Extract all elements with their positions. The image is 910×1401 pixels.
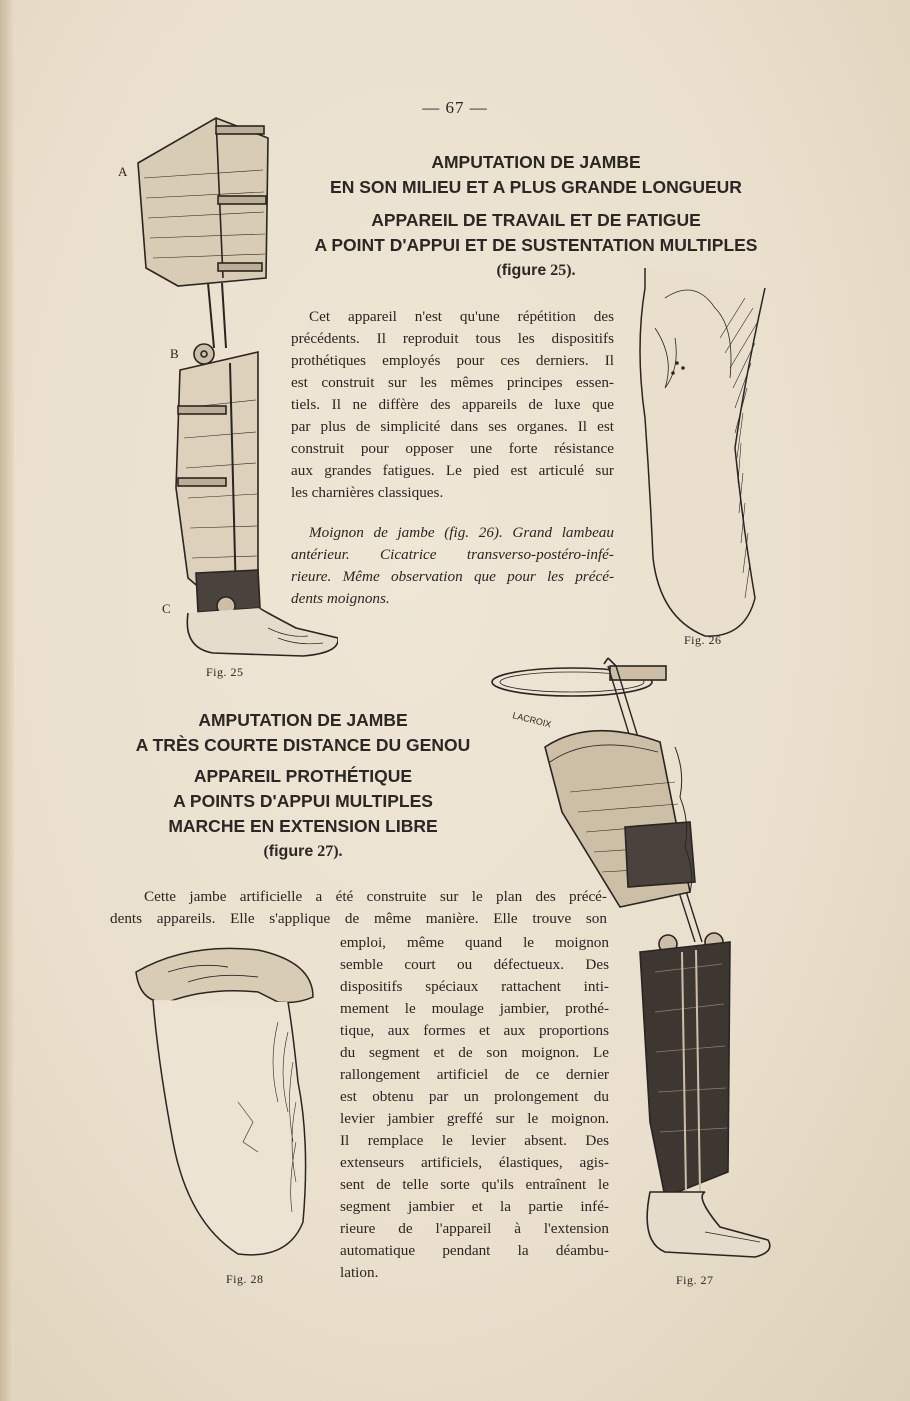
section2-subtitle-line-2: A POINTS D'APPUI MULTIPLES [173, 791, 433, 811]
section2-intro: Cette jambe artificielle a été construite sur le plan des précé- dents appareils. Elle s'applique de même manière. Elle trouve son [110, 888, 607, 927]
fig25-label-a: A [118, 164, 128, 179]
section2-column-text: emploi, même quand le moignon semble court ou défectueux. Des dispositifs spéciaux rattachent inti- mement le moulage jambier, prothé- tique, aux formes et aux proportions du segment et de son moignon. Le rallongement artificiel de ce dernier est obtenu par un prolongement du levier jambier greffé sur le moignon. Il remplace le levier absent. Des extenseurs artificiels, élastiques, agis- sent de telle sorte qu'ils entraînent le segment jambier et la partie infé- rieure de l'appareil à l'extension automatique pendant la déambu- lation. [340, 934, 609, 1281]
section1-stump-note: Moignon de jambe (fig. 26). Grand lambeau antérieur. Cicatrice transverso-postéro-infé- rieure. Même observation que pour les précé- dents moignons. [291, 524, 614, 607]
figure-26-stump [635, 268, 775, 638]
fig26-caption: Fig. 26 [684, 633, 722, 647]
section1-title-line-2: EN SON MILIEU ET A PLUS GRANDE LONGUEUR [330, 177, 742, 197]
section1-subtitle-line-2: A POINT D'APPUI ET DE SUSTENTATION MULTIPLES [314, 235, 758, 255]
section2-title-line-2: A TRÈS COURTE DISTANCE DU GENOU [135, 735, 471, 755]
fig25-label-c: C [162, 601, 171, 616]
section1-title-line-1: AMPUTATION DE JAMBE [431, 152, 641, 172]
fig27-caption: Fig. 27 [676, 1273, 714, 1287]
fig28-caption: Fig. 28 [226, 1272, 264, 1286]
figure-28-stump [128, 942, 328, 1262]
fig27-maker-mark: LACROIX [511, 710, 553, 730]
section1-subtitle-line-1: APPAREIL DE TRAVAIL ET DE FATIGUE [371, 210, 701, 230]
section2-heading [108, 708, 498, 864]
page-binding-edge [0, 0, 14, 1401]
section2-subtitle-line-3: MARCHE EN EXTENSION LIBRE [168, 816, 438, 836]
page-number: — 67 — [422, 98, 488, 117]
section1-figure-ref: (figure 25). [496, 262, 576, 279]
section2-figure-ref: (figure 27). [263, 843, 343, 860]
section2-subtitle-line-1: APPAREIL PROTHÉTIQUE [193, 766, 413, 786]
section1-heading [286, 150, 786, 283]
fig25-label-b: B [170, 346, 179, 361]
section1-paragraph: Cet appareil n'est qu'une répétition des précédents. Il reproduit tous les dispositifs prothétiques employés pour ces derniers. Il est construit sur les mêmes principes essen- tiels. Il ne diffère des appareils de luxe que par plus de simplicité dans ses organes. Il est construit pour opposer une forte résistance aux grandes fatigues. Le pied est articulé sur les charnières classiques. [291, 308, 614, 501]
fig25-caption: Fig. 25 [206, 665, 244, 679]
section2-title-line-1: AMPUTATION DE JAMBE [198, 710, 408, 730]
